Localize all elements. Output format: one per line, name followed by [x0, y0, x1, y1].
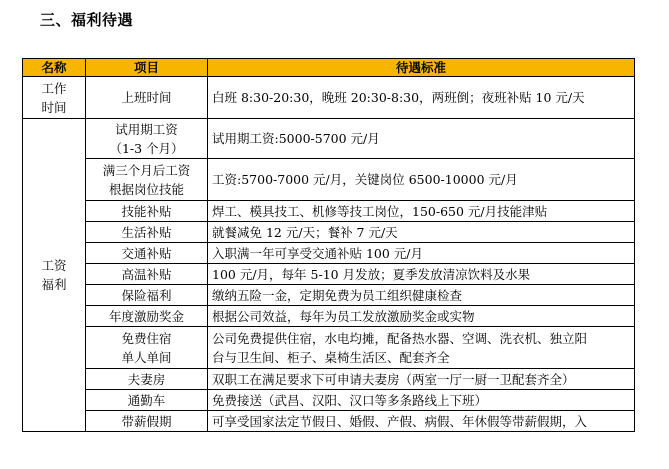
item-cell: [86, 306, 208, 327]
standard-cell: [208, 327, 635, 369]
standard-cell: [208, 243, 635, 264]
category-cell-salary: [23, 119, 86, 432]
section-title: 三、福利待遇: [40, 11, 134, 29]
item-label: 年度激励奖金: [108, 308, 184, 324]
item-cell: [86, 222, 208, 243]
table-row: [23, 243, 635, 264]
standard-cell: [208, 306, 635, 327]
benefits-table: [22, 58, 635, 432]
item-cell: [86, 119, 208, 159]
table-row: [23, 264, 635, 285]
item-cell: [86, 369, 208, 390]
category-label: 工作 时间: [41, 80, 67, 115]
table-row: [23, 77, 635, 119]
standard-cell: [208, 390, 635, 411]
header-standard: 待遇标准: [208, 59, 635, 77]
item-label: 生活补贴: [121, 224, 172, 240]
standard-text: 免费接送（武昌、汉阳、汉口等多条路线上下班）: [212, 392, 488, 408]
standard-text: 缴纳五险一金，定期免费为员工组织健康检查: [212, 287, 463, 303]
item-label: 满三个月后工资 根据岗位技能: [102, 162, 191, 197]
standard-cell: [208, 159, 635, 201]
table-row: [23, 222, 635, 243]
standard-text: 公司免费提供住宿，水电均摊，配备热水器、空调、洗衣机、独立阳 台与卫生间、柜子、桌椅生活区、配套齐全: [212, 330, 588, 365]
item-cell: [86, 243, 208, 264]
standard-text: 白班 8:30-20:30，晚班 20:30-8:30，两班倒；夜班补贴 10 元/天: [212, 90, 585, 105]
table-row: [23, 390, 635, 411]
item-cell: [86, 390, 208, 411]
standard-text: 可享受国家法定节假日、婚假、产假、病假、年休假等带薪假期，入: [212, 413, 588, 429]
table-row: [23, 159, 635, 201]
item-label: 上班时间: [121, 90, 172, 105]
item-label: 带薪假期: [121, 413, 172, 429]
category-cell-work-time: [23, 77, 86, 119]
standard-cell: [208, 264, 635, 285]
item-cell: [86, 201, 208, 222]
header-category: 名称: [23, 59, 86, 77]
item-label: 通勤车: [127, 392, 166, 408]
item-cell: [86, 411, 208, 432]
item-label: 夫妻房: [127, 371, 166, 387]
standard-text: 根据公司效益，每年为员工发放激励奖金或实物: [212, 308, 475, 324]
item-label: 技能补贴: [121, 203, 172, 219]
item-label: 保险福利: [121, 287, 172, 303]
standard-text: 双职工在满足要求下可申请夫妻房（两室一厅一厨一卫配套齐全）: [212, 371, 575, 387]
item-cell: [86, 159, 208, 201]
item-label: 试用期工资 （1-3 个月）: [109, 121, 184, 156]
item-label: 免费住宿 单人单间: [121, 330, 172, 365]
item-label: 交通补贴: [121, 245, 172, 261]
standard-text: 入职满一年可享受交通补贴 100 元/月: [212, 245, 424, 261]
standard-cell: [208, 285, 635, 306]
standard-text: 100 元/月，每年 5-10 月发放；夏季发放清凉饮料及水果: [212, 266, 531, 282]
standard-cell: [208, 77, 635, 119]
item-label: 高温补贴: [121, 266, 172, 282]
table-row: [23, 411, 635, 432]
standard-cell: [208, 411, 635, 432]
table-row: [23, 369, 635, 390]
table-row: [23, 327, 635, 369]
table-row: [23, 201, 635, 222]
item-cell: [86, 327, 208, 369]
standard-cell: [208, 119, 635, 159]
table-row: [23, 306, 635, 327]
standard-text: 就餐减免 12 元/天；餐补 7 元/天: [212, 224, 398, 240]
table-header-row: [23, 59, 635, 77]
table-row: [23, 119, 635, 159]
item-cell: [86, 285, 208, 306]
standard-cell: [208, 201, 635, 222]
standard-text: 试用期工资:5000-5700 元/月: [212, 131, 380, 146]
standard-cell: [208, 222, 635, 243]
standard-text: 工资:5700-7000 元/月，关键岗位 6500-10000 元/月: [212, 172, 518, 187]
table-row: [23, 285, 635, 306]
category-label: 工资 福利: [41, 258, 67, 292]
item-cell: [86, 264, 208, 285]
header-item: 项目: [86, 59, 208, 77]
standard-cell: [208, 369, 635, 390]
standard-text: 焊工、模具技工、机修等技工岗位，150-650 元/月技能津贴: [212, 203, 548, 219]
item-cell: [86, 77, 208, 119]
